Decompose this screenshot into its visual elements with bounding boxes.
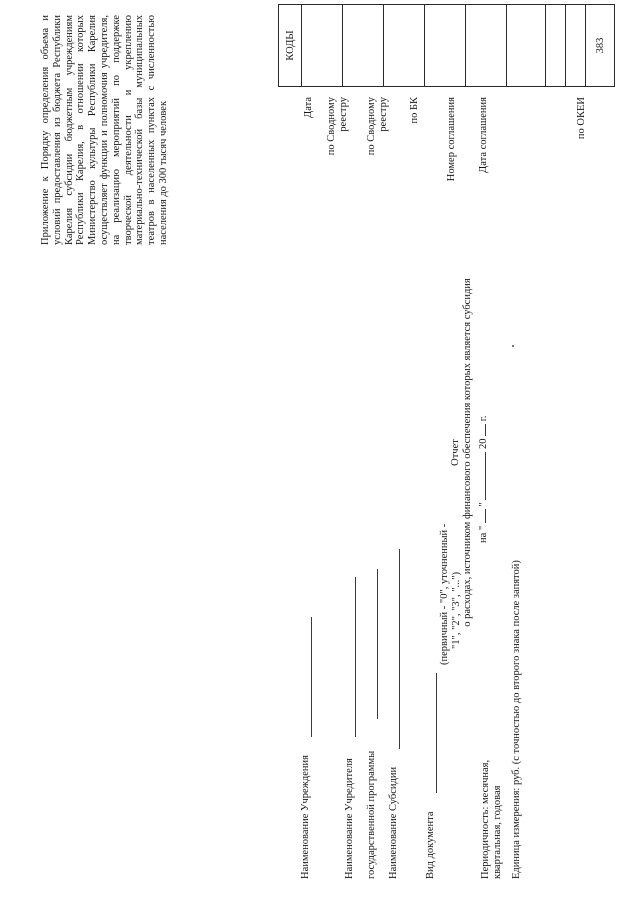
codes-agreement-date-cell [507, 5, 546, 87]
doc-type-label: Вид документа [425, 811, 436, 879]
institution-line [311, 617, 312, 737]
date-month-blank [476, 452, 486, 500]
codes-bk-cell [425, 5, 466, 87]
periodicity-label-1: Периодичность: месячная, [480, 759, 491, 879]
codes-agreement-no-cell [466, 5, 507, 87]
report-subtitle: о расходах, источником финансового обеспечения которых является субсидия [462, 278, 473, 627]
codes-registry-2-label-a: по Сводному [366, 97, 377, 156]
codes-registry-2-cell [384, 5, 425, 87]
codes-table [278, 4, 615, 87]
codes-header: КОДЫ [279, 5, 302, 87]
founder-label: Наименование Учредителя [344, 758, 355, 879]
codes-registry-1-label-a: по Сводному [326, 97, 337, 156]
doc-type-hint-1: (первичный - "0", уточненный - [439, 523, 450, 665]
subsidy-label: Наименование Субсидии [388, 766, 399, 879]
codes-empty-cell-1 [546, 5, 566, 87]
date-prefix: на " [478, 525, 489, 543]
report-date-line [476, 416, 490, 544]
date-mid: " [478, 502, 489, 507]
codes-date-label: Дата [303, 97, 314, 118]
date-day-blank [476, 509, 486, 523]
codes-okei-label: по ОКЕИ [576, 97, 587, 140]
date-suffix: г. [478, 415, 489, 422]
scan-dot [512, 345, 514, 347]
codes-registry-1-label-b: реестру [338, 97, 349, 132]
codes-registry-1-cell [343, 5, 384, 87]
date-year: 20 [478, 438, 489, 449]
codes-registry-2-label-b: реестру [378, 97, 389, 132]
codes-okei-cell: 383 [586, 5, 615, 87]
doc-type-hint-2: "1", "2", "3", "...") [451, 571, 462, 649]
report-title: Отчет [450, 439, 461, 466]
doc-type-line [436, 673, 437, 793]
state-program-line [377, 569, 378, 719]
date-year-blank [476, 424, 486, 436]
periodicity-label-2: квартальная, годовая [492, 785, 503, 879]
state-program-label: государственной программы [366, 750, 377, 879]
codes-agreement-no-label: Номер соглашения [446, 97, 457, 182]
institution-label: Наименование Учреждения [300, 755, 311, 879]
appendix-text: Приложение к Порядку определения объема и условий предоставления из бюджета Республики Карелия субсидии бюджетным учреждениям Республики Карелия, в отношении которых Министерство культуры Республики Карелия осуществляет функции и полномочия учредителя, на реализацию мероприятий по поддержке творческой деятельности и укреплению материально-технической базы муниципальных театров в населенных пунктах с численностью населения до 300 тысяч человек [40, 15, 169, 245]
subsidy-line [399, 549, 400, 749]
founder-line [355, 577, 356, 737]
codes-agreement-date-label: Дата соглашения [478, 97, 489, 173]
unit-label: Единица измерения: руб. (с точностью до второго знака после запятой) [511, 560, 522, 879]
codes-date-cell [302, 5, 343, 87]
codes-bk-label: по БК [409, 97, 420, 124]
codes-empty-cell-2 [566, 5, 586, 87]
